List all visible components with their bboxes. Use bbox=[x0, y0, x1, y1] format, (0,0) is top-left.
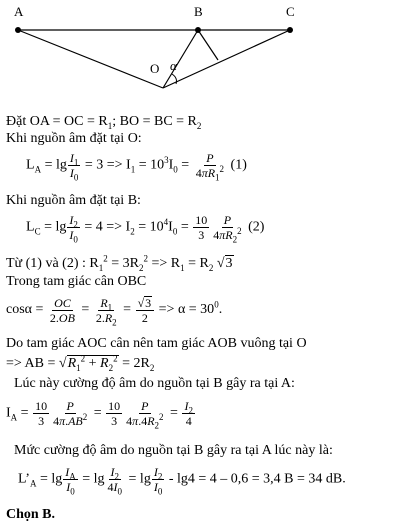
line-ab: => AB = $√R_1^2 + R_2^2 = 2R_2$ bbox=[6, 353, 155, 373]
line-define-r: Đặt OA = OC = $R_1$; BO = BC = $R_2$ bbox=[6, 114, 202, 131]
line-source-b: Khi nguồn âm đặt tại B: bbox=[6, 193, 141, 208]
line-triangle-obc: Trong tam giác cân OBC bbox=[6, 274, 147, 289]
label-alpha: α bbox=[170, 58, 177, 73]
line-answer: Chọn B. bbox=[6, 507, 56, 522]
line-cos-alpha: cosα = $\frac{OC}{2.OB}$ = $\frac{R_1}{2.R_2}$ = $\frac{√3}{2}$ => $\alpha = 30^0$. bbox=[6, 295, 223, 327]
line-bo bbox=[163, 30, 198, 88]
label-b: B bbox=[194, 4, 203, 19]
line-r-relation: Từ (1) và (2) : $R_1^2 = 3R_2^2 => R_1 = R_2$ √3 bbox=[6, 253, 233, 273]
line-co bbox=[163, 30, 290, 88]
line-intensity-intro: Lúc này cường độ âm do nguồn tại B gây ra tại A: bbox=[14, 376, 295, 391]
line-la-prime: $L’_A = \lg$ $\frac{I_A}{I_0}$ = lg $\frac{I_2}{4I_0}$ = lg $\frac{I_2}{I_0}$ - lg4 = 4 – 0,6 = 3,4 B = 34 dB. bbox=[18, 465, 346, 497]
line-la-equation: $L_A = \lg$ $\frac{I_1}{I_0}$ = $3 => I_1 = 10^3I_0$ = $\frac{P}{4\pi R_1^2}$ (1) bbox=[26, 151, 247, 183]
line-source-o: Khi nguồn âm đặt tại O: bbox=[6, 131, 142, 146]
geometry-diagram bbox=[0, 0, 419, 100]
line-level-intro: Mức cường độ âm do nguồn tại B gây ra tại A lúc này là: bbox=[14, 443, 333, 458]
line-bh bbox=[198, 30, 218, 60]
line-lc-equation: $L_C = \lg$ $\frac{I_2}{I_0}$ = $4 => I_2 = 10^4I_0$ = $\frac{10}{3}$ $\frac{P}{4\pi R_2^2}$ (2) bbox=[26, 213, 265, 245]
line-triangle-aob: Do tam giác AOC cân nên tam giác AOB vuông tại O bbox=[6, 336, 307, 351]
label-c: C bbox=[286, 4, 295, 19]
label-a: A bbox=[14, 4, 24, 19]
line-ia-equation: $I_A$ = $\frac{10}{3}$ $\frac{P}{4\pi.AB^2}$ = $\frac{10}{3}$ $\frac{P}{4\pi.4R_2^2}$ = $\frac{I_2}{4}$ bbox=[6, 399, 193, 431]
line-ao bbox=[18, 30, 163, 88]
label-o: O bbox=[150, 61, 160, 76]
